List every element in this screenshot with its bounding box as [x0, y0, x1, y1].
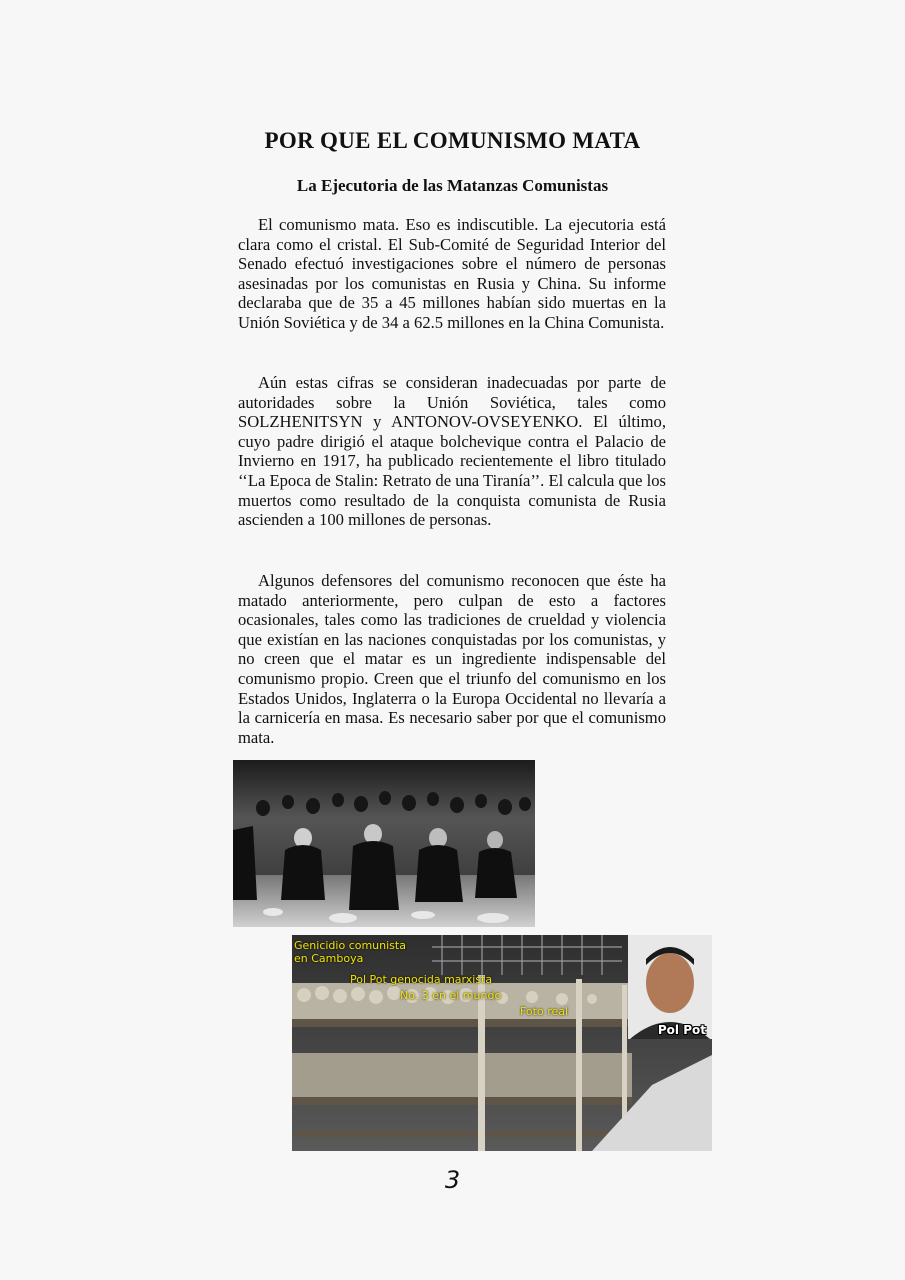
paragraph-2: Aún estas cifras se consideran inadecuadas por parte de autoridades sobre la Unión Soviética, tales como SOLZHENITSYN y ANTONOV-OVSEYENKO. El último, cuyo padre dirigió el ataque bolchevique contra el Palacio de Invierno en 1917, ha publicado recientemente el libro titulado ‘‘La Epoca de Stalin: Retrato de una Tiranía’’. El calcula que los muertos como resultado de la conquista comunista de Rusia ascienden a 100 millones de personas.: [238, 373, 666, 530]
paragraph-3: Algunos defensores del comunismo reconocen que éste ha matado anteriormente, pero culpan de esto a factores ocasionales, tales como las tradiciones de crueldad y violencia que existían en las naciones conquistadas por los comunistas, y no creen que el matar es un ingrediente indispensable del comunismo propio. Creen que el triunfo del comunismo en los Estados Unidos, Inglaterra o la Europa Occidental no llevaría a la carnicería en masa. Es necesario saber por que el comunismo mata.: [238, 571, 666, 747]
caption-number-three: No. 3 en el mundo: [400, 989, 502, 1002]
caption-genocide-cambodia: Genicidio comunista en Camboya: [294, 939, 406, 965]
paragraph-1: El comunismo mata. Eso es indiscutible. La ejecutoria está clara como el cristal. El Sub-Comité de Seguridad Interior del Senado efectuó investigaciones sobre el número de personas asesinadas por los comunistas en Rusia y China. Su informe declaraba que de 35 a 45 millones habían sido muertas en la Unión Soviética y de 34 a 62.5 millones en la China Comunista.: [238, 215, 666, 332]
page-number: 3: [444, 1166, 461, 1194]
skulls-photo-art: [292, 935, 712, 1151]
caption-pol-pot-marxist: Pol Pot genocida marxista: [350, 973, 493, 986]
prisoners-photo-art: [233, 760, 535, 927]
page-subtitle: La Ejecutoria de las Matanzas Comunistas: [296, 176, 609, 195]
portrait-label: Pol Pot: [657, 1023, 706, 1037]
page-title: POR QUE EL COMUNISMO MATA: [264, 128, 641, 153]
prisoners-photo: [233, 760, 535, 927]
caption-real-photo: Foto real: [520, 1005, 569, 1018]
cambodia-skulls-photo: [292, 935, 712, 1151]
